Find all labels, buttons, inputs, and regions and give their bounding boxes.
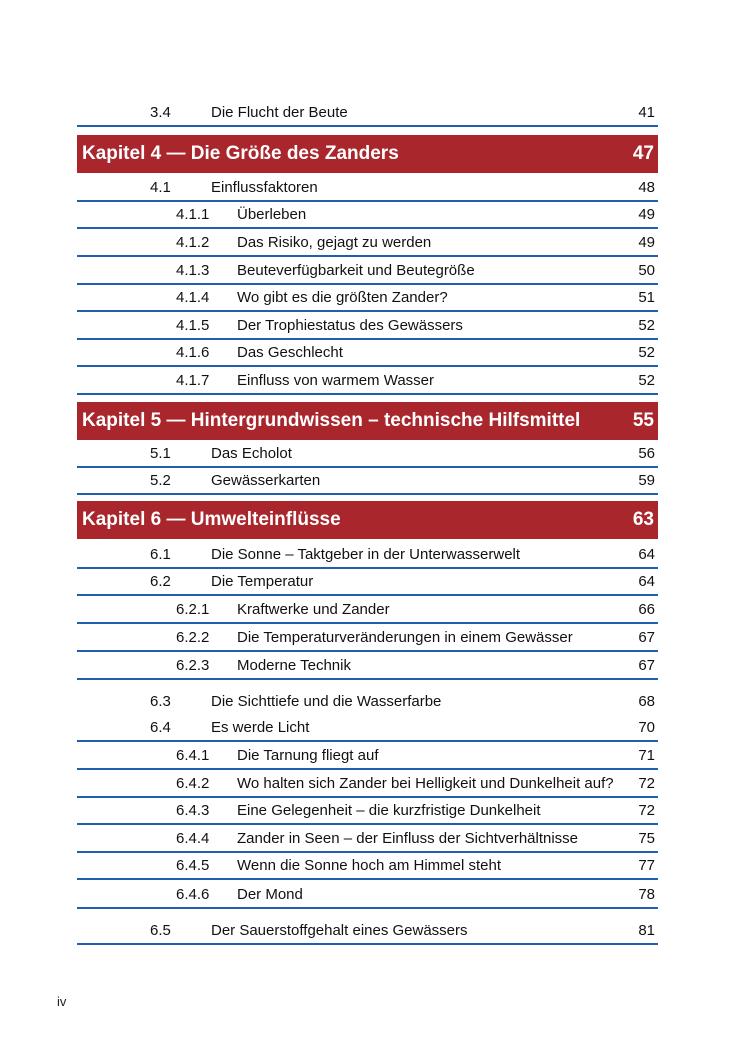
section-number: 4.1.7 <box>176 372 210 389</box>
toc-entry[interactable] <box>77 367 658 395</box>
section-number: 6.4.2 <box>176 775 210 792</box>
section-number: 4.1.6 <box>176 344 210 361</box>
section-title: Beuteverfügbarkeit und Beutegröße <box>237 262 475 279</box>
section-title: Wenn die Sonne hoch am Himmel steht <box>237 857 502 874</box>
section-title: Die Temperaturveränderungen in einem Gewässer <box>237 629 573 646</box>
chapter-title: Kapitel 4 — Die Größe des Zanders <box>82 143 399 164</box>
page-number: 48 <box>638 179 655 196</box>
section-title: Die Sichttiefe und die Wasserfarbe <box>211 693 442 710</box>
chapter-title: Kapitel 6 — Umwelteinflüsse <box>82 509 341 530</box>
section-title: Wo gibt es die größten Zander? <box>237 289 448 306</box>
section-number: 6.4.4 <box>176 830 210 847</box>
section-number: 6.1 <box>150 546 171 563</box>
section-number: 6.2 <box>150 573 171 590</box>
section-title: Eine Gelegenheit – die kurzfristige Dunkelheit <box>237 802 541 819</box>
page-number: 71 <box>638 747 655 764</box>
page-number: 56 <box>638 445 655 462</box>
toc-entry[interactable] <box>77 853 658 880</box>
toc-entry[interactable] <box>77 285 658 312</box>
page-number: 75 <box>638 830 655 847</box>
chapter-page-number: 55 <box>632 410 654 431</box>
section-title: Die Flucht der Beute <box>211 104 348 121</box>
toc-entry[interactable] <box>77 312 658 340</box>
page-number: 64 <box>638 546 655 563</box>
toc-entry[interactable] <box>77 97 658 127</box>
section-title: Es werde Licht <box>211 719 310 736</box>
section-title: Zander in Seen – der Einfluss der Sichtverhältnisse <box>237 830 579 847</box>
page-number: 67 <box>638 657 655 674</box>
section-number: 4.1 <box>150 179 171 196</box>
page-number: 49 <box>638 206 655 223</box>
section-title: Der Sauerstoffgehalt eines Gewässers <box>211 922 468 939</box>
section-number: 4.1.5 <box>176 317 210 334</box>
toc-entry[interactable] <box>77 539 658 569</box>
toc-entry[interactable] <box>77 468 658 495</box>
section-title: Das Echolot <box>211 445 292 462</box>
section-title: Die Temperatur <box>211 573 314 590</box>
section-number: 6.3 <box>150 693 171 710</box>
page-number: 72 <box>638 802 655 819</box>
toc-entry[interactable] <box>77 229 658 257</box>
chapter-heading[interactable] <box>77 501 658 539</box>
section-number: 4.1.2 <box>176 234 210 251</box>
page-number: 78 <box>638 886 655 903</box>
page-number: 59 <box>638 472 655 489</box>
section-number: 6.4.3 <box>176 802 210 819</box>
section-number: 4.1.4 <box>176 289 210 306</box>
toc-entry[interactable] <box>77 440 658 468</box>
page-number: 50 <box>638 262 655 279</box>
section-number: 3.4 <box>150 104 171 121</box>
section-title: Überleben <box>237 206 307 223</box>
chapter-heading[interactable] <box>77 135 658 173</box>
section-title: Gewässerkarten <box>211 472 321 489</box>
page-number: 51 <box>638 289 655 306</box>
chapter-heading[interactable] <box>77 402 658 440</box>
section-title: Moderne Technik <box>237 657 351 674</box>
toc-entry[interactable] <box>77 680 658 716</box>
chapter-title: Kapitel 5 — Hintergrundwissen – technische Hilfsmittel <box>82 410 581 431</box>
page-number: 68 <box>638 693 655 710</box>
toc-entry[interactable] <box>77 202 658 229</box>
toc-entry[interactable] <box>77 569 658 596</box>
toc-entry[interactable] <box>77 798 658 825</box>
page-number: 64 <box>638 573 655 590</box>
toc-entry[interactable] <box>77 257 658 285</box>
section-number: 6.4.5 <box>176 857 210 874</box>
page-number: 77 <box>638 857 655 874</box>
toc-entry[interactable] <box>77 825 658 853</box>
page-number: 70 <box>638 719 655 736</box>
section-title: Die Sonne – Taktgeber in der Unterwasserwelt <box>211 546 521 563</box>
section-title: Der Mond <box>237 886 303 903</box>
section-number: 4.1.1 <box>176 206 210 223</box>
section-title: Einflussfaktoren <box>211 179 318 196</box>
page-number: 72 <box>638 775 655 792</box>
page-number: 52 <box>638 317 655 334</box>
section-number: 5.1 <box>150 445 171 462</box>
page-number: 66 <box>638 601 655 618</box>
chapter-page-number: 47 <box>632 143 654 164</box>
section-number: 6.4.6 <box>176 886 210 903</box>
page-number: 67 <box>638 629 655 646</box>
toc-entry[interactable] <box>77 742 658 770</box>
toc-entry[interactable] <box>77 624 658 652</box>
section-title: Das Geschlecht <box>237 344 343 361</box>
page-number: 81 <box>638 922 655 939</box>
page-number: 52 <box>638 372 655 389</box>
page-number: 52 <box>638 344 655 361</box>
page-number: 49 <box>638 234 655 251</box>
section-title: Der Trophiestatus des Gewässers <box>237 317 463 334</box>
section-number: 6.4.1 <box>176 747 210 764</box>
section-number: 6.2.2 <box>176 629 210 646</box>
section-number: 4.1.3 <box>176 262 210 279</box>
folio-page-number: iv <box>57 994 67 1009</box>
section-number: 6.4 <box>150 719 171 736</box>
section-title: Kraftwerke und Zander <box>237 601 390 618</box>
chapter-page-number: 63 <box>632 509 654 530</box>
section-number: 6.2.3 <box>176 657 210 674</box>
toc-entry[interactable] <box>77 173 658 202</box>
toc-entry[interactable] <box>77 596 658 624</box>
toc-entry[interactable] <box>77 909 658 945</box>
section-number: 6.2.1 <box>176 601 210 618</box>
toc-entry[interactable] <box>77 716 658 742</box>
section-title: Das Risiko, gejagt zu werden <box>237 234 432 251</box>
section-number: 6.5 <box>150 922 171 939</box>
section-title: Die Tarnung fliegt auf <box>237 747 379 764</box>
toc-entry[interactable] <box>77 652 658 680</box>
section-title: Wo halten sich Zander bei Helligkeit und Dunkelheit auf? <box>237 775 614 792</box>
page-number: 41 <box>638 104 655 121</box>
section-number: 5.2 <box>150 472 171 489</box>
toc-entry[interactable] <box>77 340 658 367</box>
toc-entry[interactable] <box>77 880 658 909</box>
section-title: Einfluss von warmem Wasser <box>237 372 434 389</box>
toc-entry[interactable] <box>77 770 658 798</box>
